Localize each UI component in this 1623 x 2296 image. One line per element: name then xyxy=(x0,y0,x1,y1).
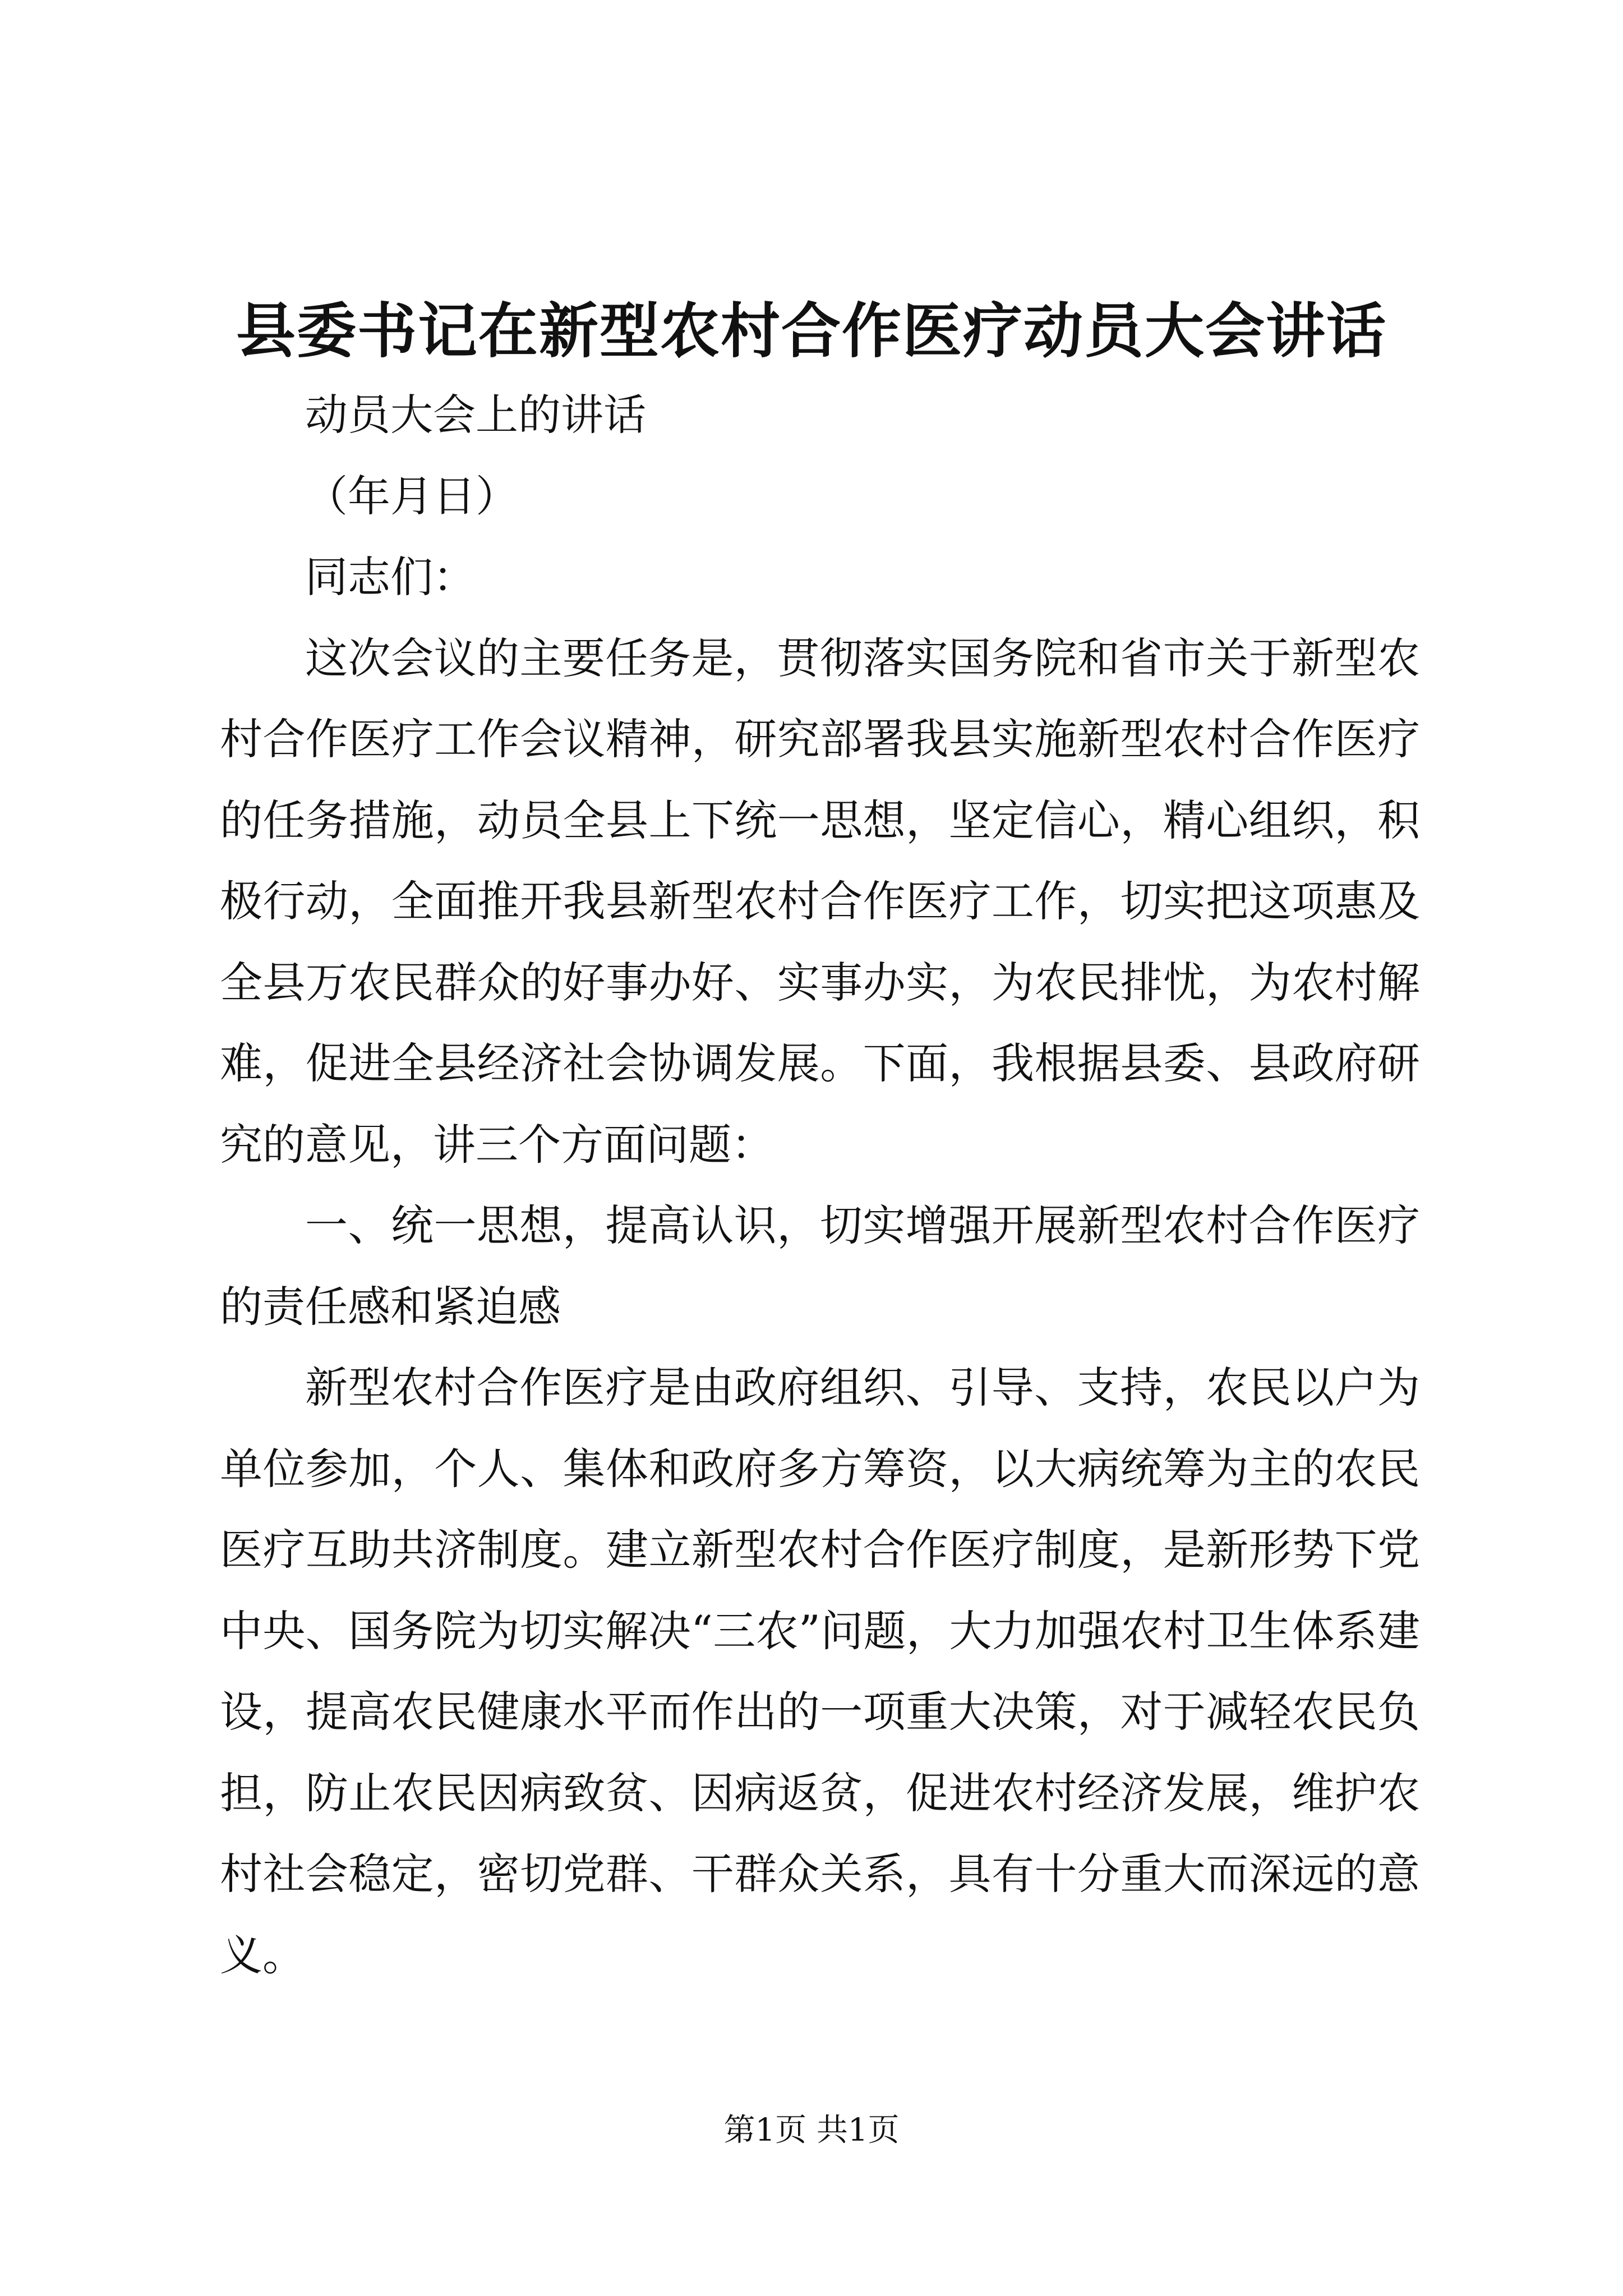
section-heading-1: 一、统一思想，提高认识，切实增强开展新型农村合作医疗的责任感和紧迫感 xyxy=(220,1200,1420,1332)
page-number-footer: 第1页 共1页 xyxy=(723,2112,900,2148)
document-body xyxy=(220,375,1420,1996)
subtitle-line: 动员大会上的讲话 xyxy=(305,390,646,440)
paragraph-body-1: 新型农村合作医疗是由政府组织、引导、支持，农民以户为单位参加，个人、集体和政府多方筹资，以大病统筹为主的农民医疗互助共济制度。建立新型农村合作医疗制度，是新形势下党中央、国务院为切实解决“三农”问题，大力加强农村卫生体系建设，提高农民健康水平而作出的一项重大决策，对于减轻农民负担，防止农民因病致贫、因病返贫，促进农村经济发展，维护农村社会稳定，密切党群、干群众关系，具有十分重大而深远的意义。 xyxy=(220,1363,1420,1980)
paragraph-intro: 这次会议的主要任务是，贯彻落实国务院和省市关于新型农村合作医疗工作会议精神，研究部署我县实施新型农村合作医疗的任务措施，动员全县上下统一思想，坚定信心，精心组织，积极行动，全面推开我县新型农村合作医疗工作，切实把这项惠及全县万农民群众的好事办好、实事办实，为农民排忧，为农村解难，促进全县经济社会协调发展。下面，我根据县委、县政府研究的意见，讲三个方面问题： xyxy=(220,633,1420,1170)
date-line: （年月日） xyxy=(305,471,518,521)
salutation: 同志们： xyxy=(305,552,476,602)
document-title: 县委书记在新型农村合作医疗动员大会讲话 xyxy=(236,296,1387,366)
